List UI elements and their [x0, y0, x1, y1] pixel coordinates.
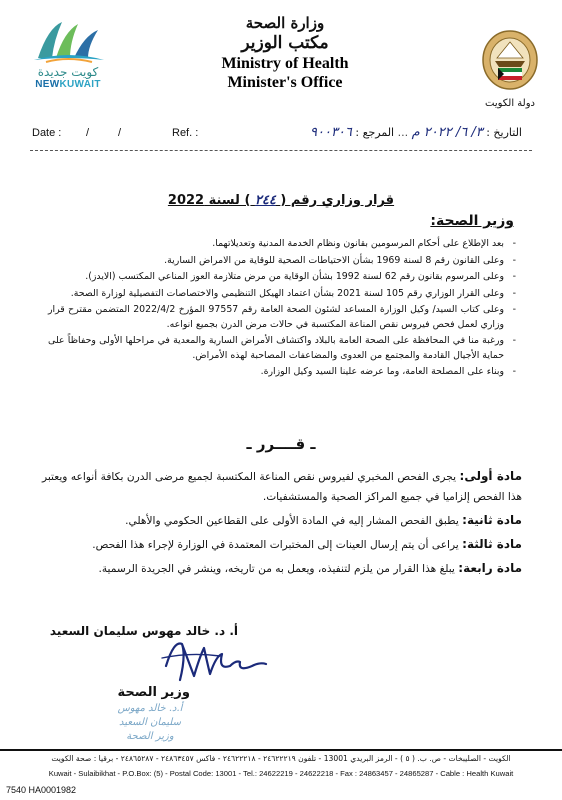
article-label: مادة ثانية:	[462, 513, 522, 527]
date-reference-arabic: التاريخ : ٣/ ٦/ ٢٠٢٢ م ... المرجع : ٩٠٠٣٠٦	[310, 125, 522, 140]
handwritten-signature	[160, 636, 270, 684]
preamble-item: - وعلى القانون رقم 8 لسنة 1969 بشأن الاحتياطات الصحية للوقاية من الامراض السارية.	[48, 254, 518, 269]
date-value-arabic: ٣/ ٦/ ٢٠٢٢ م	[411, 125, 483, 140]
kuwait-coat-of-arms-icon	[479, 28, 541, 92]
office-name-arabic: مكتب الوزير	[241, 33, 329, 53]
official-stamp	[102, 702, 198, 744]
ministry-header	[180, 14, 390, 92]
date-reference-line	[0, 125, 562, 145]
preamble-item: - ورغبة منا في المحافظة على الصحة العامة بالبلاد واكتشاف الأمراض السارية والمعدية في مراحلها الأولى وحفاظاً على حماية الأجيال القادمة والمجتمع من العدوى والمضاعفات المصاحبة لهذه الأمراض.	[48, 334, 518, 363]
new-kuwait-logo	[28, 18, 108, 90]
article-label: مادة ثالثة:	[462, 537, 522, 551]
decides-heading: ـ قــــرر ـ	[246, 435, 316, 453]
preamble-item: - وعلى كتاب السيد/ وكيل الوزارة المساعد لشئون الصحة العامة رقم 97557 المؤرخ 2022/4/2 المتضمن مقترح قرار وزاري لعمل فحص فيروس نقص المناعة المكتسبة في حالات مرض الدرن بجميع انواعه.	[48, 303, 518, 332]
date-label-english: Date :	[32, 127, 62, 139]
date-label-arabic: التاريخ :	[486, 126, 522, 139]
decree-number: ٢٤٤	[254, 193, 276, 208]
office-name-english: Minister's Office	[227, 74, 343, 91]
footer-address-arabic: الكويت - الصليبخات - ص. ب. ( ٥ ) - الرمز البريدي 13001 - تلفون ٢٤٦٢٢٢١٩ - ٢٤٦٢٢٢١٨ - فاكس ٢٤٨٦٣٤٥٧ - ٢٤٨٦٥٢٨٧ - برقيا : صحة الكويت	[51, 754, 511, 763]
article-text: يجرى الفحص المخبري لفيروس نقص المناعة المكتسبة لجميع مرضى الدرن بكافة أنواعه ويعتبر هذا الفحص إلزاميا في جميع المراكز الصحية والمستشفيات.	[42, 471, 522, 503]
preamble-item: - وعلى المرسوم بقانون رقم 62 لسنة 1992 بشأن الوقاية من مرض متلازمة العوز المناعي المكتسب (الايدز).	[48, 270, 518, 285]
article-label: مادة أولى:	[459, 469, 522, 483]
ref-label-english: Ref. :	[172, 127, 199, 139]
new-kuwait-english	[28, 79, 108, 90]
stamp-name: أ.د. خالد مهوس سليمان السعيد	[117, 703, 183, 728]
ministry-name-english: Ministry of Health	[221, 55, 349, 72]
kuwait-emblem	[478, 28, 542, 109]
ref-label-arabic: المرجع :	[355, 126, 395, 139]
date-slash: /	[118, 127, 122, 139]
form-code: 7540 HA0001982	[6, 785, 77, 795]
decree-title	[150, 193, 412, 208]
footer-address-english: Kuwait - Sulaibikhat - P.O.Box: (5) - Postal Code: 13001 - Tel.: 24622219 - 24622218 - Fax : 24863457 - 24865287 - Cable : Health Kuwait	[48, 769, 514, 778]
article-1	[42, 466, 522, 507]
state-of-kuwait-label: دولة الكويت	[485, 98, 535, 109]
new-kuwait-new: NEW	[35, 79, 60, 90]
ref-value-arabic: ٩٠٠٣٠٦	[310, 125, 352, 140]
footer-divider	[0, 749, 562, 751]
preamble-item: - بعد الإطلاع على أحكام المرسومين بقانون ونظام الخدمة المدنية وتعديلاتهما.	[48, 237, 518, 252]
article-text: يطبق الفحص المشار إليه في المادة الأولى على القطاعين الحكومي والأهلي.	[125, 515, 459, 527]
date-slash: /	[86, 127, 90, 139]
stamp-title: وزير الصحة	[126, 731, 174, 742]
preamble-list	[48, 237, 518, 382]
new-kuwait-arabic: كويت جديدة	[37, 65, 99, 79]
article-label: مادة رابعة:	[458, 561, 522, 575]
preamble-item: - وبناء على المصلحة العامة، وما عرضه علينا السيد وكيل الوزارة.	[48, 365, 518, 380]
article-text: يراعى أن يتم إرسال العينات إلى المختبرات المعتمدة في الوزارة لإجراء هذا الفحص.	[92, 539, 459, 551]
signer-title: وزير الصحة	[117, 685, 190, 700]
header-divider	[30, 150, 532, 151]
article-text: يبلغ هذا القرار من يلزم لتنفيذه، ويعمل به من تاريخه، وينشر في الجريدة الرسمية.	[98, 563, 455, 575]
article-3	[42, 534, 522, 555]
articles-section	[42, 466, 522, 582]
article-2	[42, 510, 522, 531]
new-kuwait-kuwait: KUWAIT	[59, 79, 101, 90]
decree-title-end: ) لسنة 2022	[167, 193, 251, 208]
signer-name: أ. د. خالد مهوس سليمان السعيد	[49, 624, 238, 638]
ministry-name-arabic: وزارة الصحة	[245, 14, 325, 32]
new-kuwait-emblem-icon	[28, 18, 108, 64]
decree-title-start: قرار وزاري رقم (	[280, 193, 395, 208]
article-4	[42, 558, 522, 579]
minister-heading: وزير الصحة:	[430, 213, 514, 229]
preamble-item: - وعلى القرار الوزاري رقم 105 لسنة 2021 بشأن اعتماد الهيكل التنظيمي والاختصاصات التفصيلية لوزارة الصحة.	[48, 287, 518, 302]
